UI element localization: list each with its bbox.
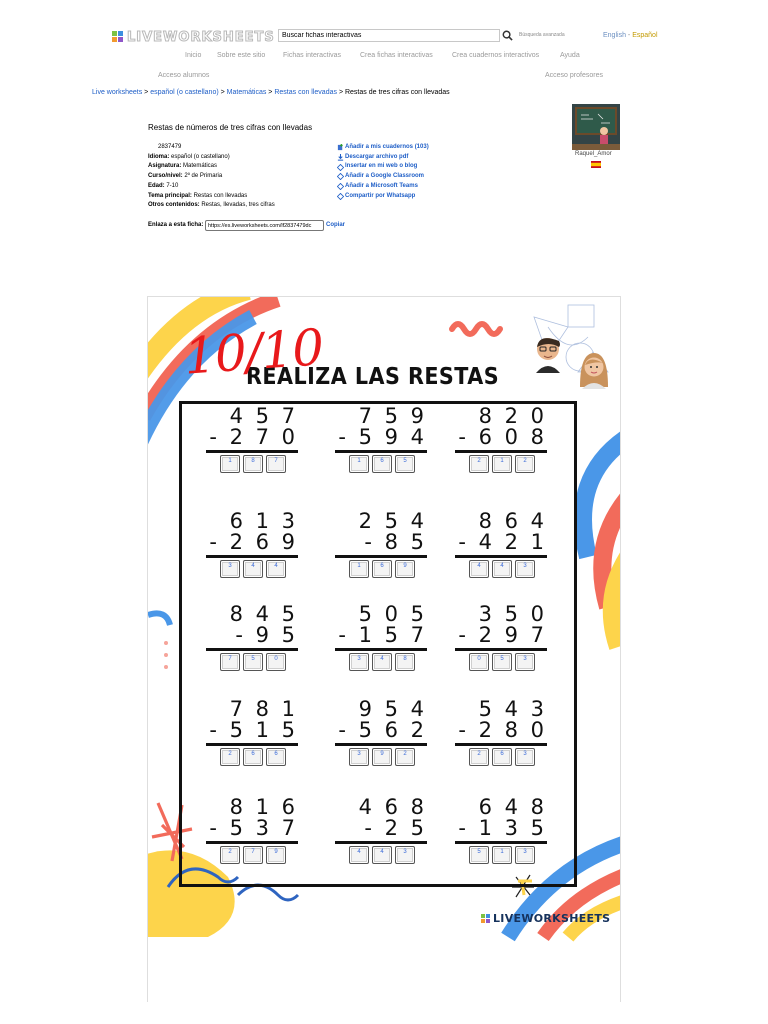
info-label: Tema principal: [148, 192, 192, 199]
answer-boxes [469, 560, 535, 578]
answer-boxes [469, 653, 535, 671]
subtraction-rule [455, 450, 547, 453]
subtraction-problem [455, 509, 547, 589]
author-name[interactable]: Raquel_Amor [575, 151, 612, 157]
answer-digit-input[interactable]: 1 [492, 846, 512, 864]
answer-digit-input[interactable]: 5 [243, 653, 263, 671]
answer-digit-input[interactable]: 1 [220, 455, 240, 473]
info-row [148, 172, 275, 182]
minuend: 6 1 3 [229, 509, 298, 533]
answer-boxes [220, 846, 286, 864]
answer-digit-input[interactable]: 5 [469, 846, 489, 864]
info-value: Restas con llevadas [191, 192, 248, 199]
subtraction-rule [455, 841, 547, 844]
subtrahend: - 1 3 5 [458, 816, 547, 840]
subtraction-rule [455, 743, 547, 746]
subtraction-rule [455, 555, 547, 558]
minuend: 8 2 0 [478, 404, 547, 428]
action-label: Compartir por Whatsapp [345, 192, 416, 199]
breadcrumb-sep: > [218, 89, 227, 96]
answer-digit-input[interactable]: 7 [220, 653, 240, 671]
subtraction-rule [455, 648, 547, 651]
answer-digit-input[interactable]: 2 [469, 455, 489, 473]
teachers-access-link[interactable]: Acceso profesores [545, 72, 603, 79]
answer-digit-input[interactable]: 3 [515, 560, 535, 578]
answer-digit-input[interactable]: 2 [469, 748, 489, 766]
answer-digit-input[interactable]: 2 [395, 748, 415, 766]
answer-digit-input[interactable]: 9 [395, 560, 415, 578]
answer-boxes [469, 455, 535, 473]
subtrahend: - 2 7 0 [209, 425, 298, 449]
answer-digit-input[interactable]: 4 [349, 846, 369, 864]
action-label: Insertar en mi web o blog [345, 163, 418, 170]
add-to-workbook-link[interactable] [337, 143, 429, 153]
minuend: 9 5 4 [358, 697, 427, 721]
language-switch [603, 32, 658, 39]
breadcrumb-sep: > [337, 89, 345, 96]
info-label: Asignatura: [148, 163, 182, 170]
download-pdf-link[interactable] [337, 153, 429, 163]
answer-digit-input[interactable]: 6 [372, 455, 392, 473]
subtraction-rule [335, 841, 427, 844]
action-label: Añadir a Google Classroom [345, 173, 425, 180]
sheet-title: Restas de números de tres cifras con llevadas [148, 123, 313, 132]
subtraction-problem [335, 404, 427, 484]
embed-icon [337, 164, 344, 171]
info-label: Otros contenidos: [148, 202, 200, 209]
subtraction-problem [455, 697, 547, 777]
subtraction-problem [335, 509, 427, 589]
minuend: 8 6 4 [478, 509, 547, 533]
author-avatar[interactable] [572, 104, 620, 150]
nav-worksheets[interactable]: Fichas interactivas [283, 52, 341, 59]
minuend: 2 5 4 [358, 509, 427, 533]
answer-digit-input[interactable]: 1 [492, 455, 512, 473]
subtraction-rule [335, 648, 427, 651]
breadcrumb [92, 89, 450, 96]
answer-digit-input[interactable]: 3 [515, 653, 535, 671]
answer-digit-input[interactable]: 9 [372, 748, 392, 766]
share-link-input[interactable] [205, 220, 324, 231]
info-value: 2º de Primaria [182, 173, 223, 180]
subtraction-rule [206, 450, 298, 453]
subtrahend: - 6 0 8 [458, 425, 547, 449]
sheet-actions [337, 143, 429, 201]
answer-digit-input[interactable]: 4 [266, 560, 286, 578]
subtraction-problem [455, 602, 547, 682]
subtrahend: - 9 5 [235, 623, 298, 647]
nav-create-workbooks[interactable]: Crea cuadernos interactivos [452, 52, 540, 59]
add-to-workbook-icon [337, 144, 344, 151]
google-classroom-icon [337, 173, 344, 180]
subtraction-rule [335, 450, 427, 453]
subtrahend: - 2 5 [364, 816, 427, 840]
answer-boxes [220, 455, 286, 473]
subtrahend: - 1 5 7 [338, 623, 427, 647]
nav-create-worksheets[interactable]: Crea fichas interactivas [360, 52, 433, 59]
subtrahend: - 4 2 1 [458, 530, 547, 554]
subtraction-problem [206, 795, 298, 875]
answer-digit-input[interactable]: 0 [469, 653, 489, 671]
microsoft-teams-link[interactable] [337, 182, 429, 192]
info-label: Idioma: [148, 153, 170, 160]
action-label: Descargar archivo pdf [345, 153, 409, 160]
breadcrumb-home[interactable]: Live worksheets [92, 89, 143, 96]
subtraction-rule [335, 743, 427, 746]
breadcrumb-topic[interactable]: Restas con llevadas [274, 89, 337, 96]
answer-boxes [469, 748, 535, 766]
action-label: Añadir a mis cuadernos (103) [345, 144, 429, 150]
microsoft-teams-icon [337, 183, 344, 190]
advanced-search-link[interactable]: Búsqueda avanzada [519, 32, 565, 38]
answer-boxes [220, 560, 286, 578]
answer-digit-input[interactable]: 1 [349, 455, 369, 473]
minuend: 5 4 3 [478, 697, 547, 721]
answer-digit-input[interactable]: 3 [395, 846, 415, 864]
answer-digit-input[interactable]: 6 [492, 748, 512, 766]
answer-boxes [349, 653, 415, 671]
boy-avatar-image [530, 331, 566, 373]
minuend: 4 5 7 [229, 404, 298, 428]
answer-boxes [220, 653, 286, 671]
info-value: Restas, llevadas, tres cifras [199, 202, 275, 209]
whatsapp-share-link[interactable] [337, 192, 429, 202]
subtraction-rule [335, 555, 427, 558]
lang-separator: - [625, 32, 633, 39]
minuend: 7 5 9 [358, 404, 427, 428]
logo-text: LIVEWORKSHEETS [127, 29, 275, 45]
answer-boxes [349, 748, 415, 766]
answer-digit-input[interactable]: 3 [349, 748, 369, 766]
lang-spanish-link[interactable]: Español [632, 32, 658, 39]
subtraction-rule [206, 841, 298, 844]
answer-digit-input[interactable]: 4 [469, 560, 489, 578]
liveworksheets-brand [481, 912, 610, 925]
logo-grid-icon [112, 31, 124, 43]
info-label: Edad: [148, 182, 165, 189]
subtraction-problem [455, 404, 547, 484]
embed-link[interactable] [337, 162, 429, 172]
subtrahend: - 2 9 7 [458, 623, 547, 647]
info-row [148, 201, 275, 211]
answer-digit-input[interactable]: 8 [243, 455, 263, 473]
download-icon [337, 154, 344, 161]
info-value: Matemáticas [181, 163, 218, 170]
answer-digit-input[interactable]: 6 [266, 748, 286, 766]
subtrahend: - 8 5 [364, 530, 427, 554]
subtraction-rule [206, 555, 298, 558]
answer-digit-input[interactable]: 8 [395, 653, 415, 671]
info-label: Curso/nivel: [148, 173, 183, 180]
info-row [148, 192, 275, 202]
breadcrumb-sep: > [142, 89, 151, 96]
copy-link-button[interactable]: Copiar [326, 222, 346, 228]
answer-digit-input[interactable]: 5 [492, 653, 512, 671]
subtrahend: - 2 8 0 [458, 718, 547, 742]
google-classroom-link[interactable] [337, 172, 429, 182]
minuend: 3 5 0 [478, 602, 547, 626]
answer-boxes [349, 455, 415, 473]
answer-digit-input[interactable]: 6 [372, 560, 392, 578]
breadcrumb-subject[interactable]: Matemáticas [226, 89, 267, 96]
answer-digit-input[interactable]: 0 [266, 653, 286, 671]
answer-digit-input[interactable]: 3 [349, 653, 369, 671]
breadcrumb-language[interactable]: español (o castellano) [150, 89, 219, 96]
subtraction-problem [335, 795, 427, 875]
answer-digit-input[interactable]: 3 [515, 748, 535, 766]
subtrahend: - 5 1 5 [209, 718, 298, 742]
sheet-id: 2837479 [158, 144, 182, 150]
score-mark: 10/10 [182, 318, 325, 386]
answer-digit-input[interactable]: 1 [349, 560, 369, 578]
subtraction-problem [206, 602, 298, 682]
minuend: 7 8 1 [229, 697, 298, 721]
info-value: 7-10 [164, 182, 179, 189]
subtraction-rule [206, 648, 298, 651]
brand-grid-icon [481, 914, 491, 924]
subtraction-problem [455, 795, 547, 875]
answer-digit-input[interactable]: 6 [243, 748, 263, 766]
subtraction-problem [335, 602, 427, 682]
worksheet-title: REALIZA LAS RESTAS [246, 364, 500, 390]
minuend: 4 6 8 [358, 795, 427, 819]
subtraction-problem [206, 697, 298, 777]
subtrahend: - 2 6 9 [209, 530, 298, 554]
sheet-info [148, 143, 275, 211]
answer-digit-input[interactable]: 7 [266, 455, 286, 473]
teacher-at-blackboard-image [572, 104, 620, 150]
breadcrumb-sep: > [266, 89, 275, 96]
answer-boxes [349, 846, 415, 864]
answer-digit-input[interactable]: 4 [243, 560, 263, 578]
minuend: 5 0 5 [358, 602, 427, 626]
breadcrumb-current: Restas de tres cifras con llevadas [344, 89, 450, 96]
info-value: español (o castellano) [169, 153, 230, 160]
lang-english-link[interactable]: English [603, 32, 626, 39]
minuend: 8 4 5 [229, 602, 298, 626]
nav-about[interactable]: Sobre este sitio [217, 52, 266, 59]
answer-digit-input[interactable]: 3 [515, 846, 535, 864]
answer-digit-input[interactable]: 4 [492, 560, 512, 578]
answer-digit-input[interactable]: 7 [243, 846, 263, 864]
action-label: Añadir a Microsoft Teams [345, 182, 418, 189]
students-access-link[interactable]: Acceso alumnos [158, 72, 210, 79]
nav-home[interactable]: Inicio [185, 52, 202, 59]
answer-boxes [469, 846, 535, 864]
minuend: 6 4 8 [478, 795, 547, 819]
answer-digit-input[interactable]: 2 [220, 748, 240, 766]
answer-digit-input[interactable]: 2 [515, 455, 535, 473]
info-row [148, 153, 275, 163]
minuend: 8 1 6 [229, 795, 298, 819]
subtraction-problem [206, 509, 298, 589]
answer-digit-input[interactable]: 3 [220, 560, 240, 578]
worksheet-canvas [147, 296, 621, 1002]
subtrahend: - 5 6 2 [338, 718, 427, 742]
site-logo[interactable] [112, 29, 275, 45]
subtraction-problem [335, 697, 427, 777]
search-input[interactable] [278, 29, 500, 42]
info-row [148, 162, 275, 172]
search-icon[interactable] [502, 30, 513, 41]
spain-flag-icon [591, 161, 601, 168]
answer-digit-input[interactable]: 4 [372, 653, 392, 671]
subtraction-problem [206, 404, 298, 484]
answer-digit-input[interactable]: 2 [220, 846, 240, 864]
answer-digit-input[interactable]: 4 [372, 846, 392, 864]
answer-digit-input[interactable]: 9 [266, 846, 286, 864]
info-row [148, 182, 275, 192]
subtrahend: - 5 3 7 [209, 816, 298, 840]
girl-avatar-image [576, 347, 612, 389]
subtraction-rule [206, 743, 298, 746]
answer-digit-input[interactable]: 5 [395, 455, 415, 473]
link-label: Enlaza a esta ficha: [148, 222, 204, 228]
nav-help[interactable]: Ayuda [560, 52, 580, 59]
answer-boxes [349, 560, 415, 578]
brand-text: LIVEWORKSHEETS [493, 912, 611, 925]
whatsapp-icon [337, 193, 344, 200]
answer-boxes [220, 748, 286, 766]
subtrahend: - 5 9 4 [338, 425, 427, 449]
